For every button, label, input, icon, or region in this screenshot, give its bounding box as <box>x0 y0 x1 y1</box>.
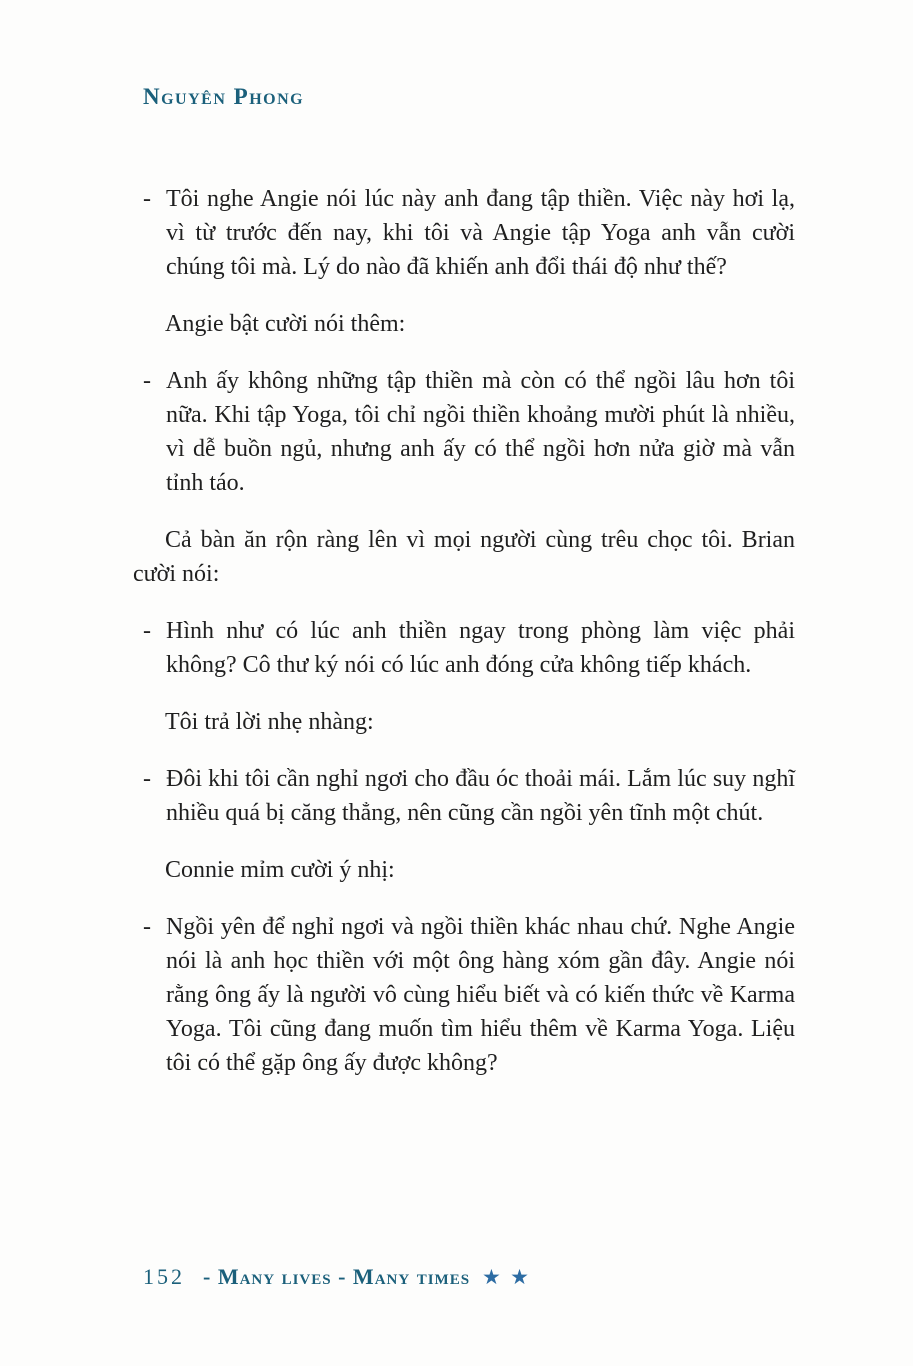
bullet-paragraph <box>133 614 795 682</box>
running-header <box>143 84 304 110</box>
plain-paragraph <box>133 853 795 887</box>
paragraph-text: Tôi trả lời nhẹ nhàng: <box>165 709 374 735</box>
paragraph-text: Angie bật cười nói thêm: <box>165 311 406 337</box>
paragraph-text: Ngồi yên để nghỉ ngơi và ngồi thiền khác nhau chứ. Nghe Angie nói là anh học thiền với một ông hàng xóm gần đây. Angie nói rằng ông ấy là người vô cùng hiểu biết và có kiến thức về Karma Yoga. Tôi cũng đang muốn tìm hiểu thêm về Karma Yoga. Liệu tôi có thể gặp ông ấy được không? <box>166 914 795 1076</box>
bullet-paragraph <box>133 182 795 284</box>
plain-paragraph <box>133 705 795 739</box>
bullet-paragraph <box>133 910 795 1080</box>
author-name: Nguyên Phong <box>143 84 305 109</box>
footer-book-title: - Many lives - Many times <box>203 1264 471 1289</box>
paragraph-text: Hình như có lúc anh thiền ngay trong phòng làm việc phải không? Cô thư ký nói có lúc anh đóng cửa không tiếp khách. <box>166 618 795 678</box>
page-content <box>133 182 795 1103</box>
plain-paragraph <box>133 523 795 591</box>
plain-paragraph <box>133 307 795 341</box>
paragraph-text: Tôi nghe Angie nói lúc này anh đang tập thiền. Việc này hơi lạ, vì từ trước đến nay, khi tôi và Angie tập Yoga anh vẫn cười chúng tôi mà. Lý do nào đã khiến anh đổi thái độ như thế? <box>166 186 795 280</box>
bullet-dash: - <box>143 186 151 212</box>
page-number: 152 <box>143 1264 185 1289</box>
bullet-dash: - <box>143 914 151 940</box>
paragraph-text: Connie mỉm cười ý nhị: <box>165 857 395 883</box>
bullet-dash: - <box>143 368 151 394</box>
bullet-paragraph <box>133 364 795 500</box>
bullet-paragraph <box>133 762 795 830</box>
star-icons: ★ ★ <box>482 1265 531 1289</box>
bullet-dash: - <box>143 766 151 792</box>
running-footer <box>143 1264 531 1290</box>
paragraph-text: Đôi khi tôi cần nghỉ ngơi cho đầu óc thoải mái. Lắm lúc suy nghĩ nhiều quá bị căng thẳng, nên cũng cần ngồi yên tĩnh một chút. <box>166 766 795 826</box>
paragraph-text: Cả bàn ăn rộn ràng lên vì mọi người cùng trêu chọc tôi. Brian cười nói: <box>133 527 795 587</box>
paragraph-text: Anh ấy không những tập thiền mà còn có thể ngồi lâu hơn tôi nữa. Khi tập Yoga, tôi chỉ ngồi thiền khoảng mười phút là nhiều, vì dễ buồn ngủ, nhưng anh ấy có thể ngồi hơn nửa giờ mà vẫn tỉnh táo. <box>166 368 795 496</box>
bullet-dash: - <box>143 618 151 644</box>
